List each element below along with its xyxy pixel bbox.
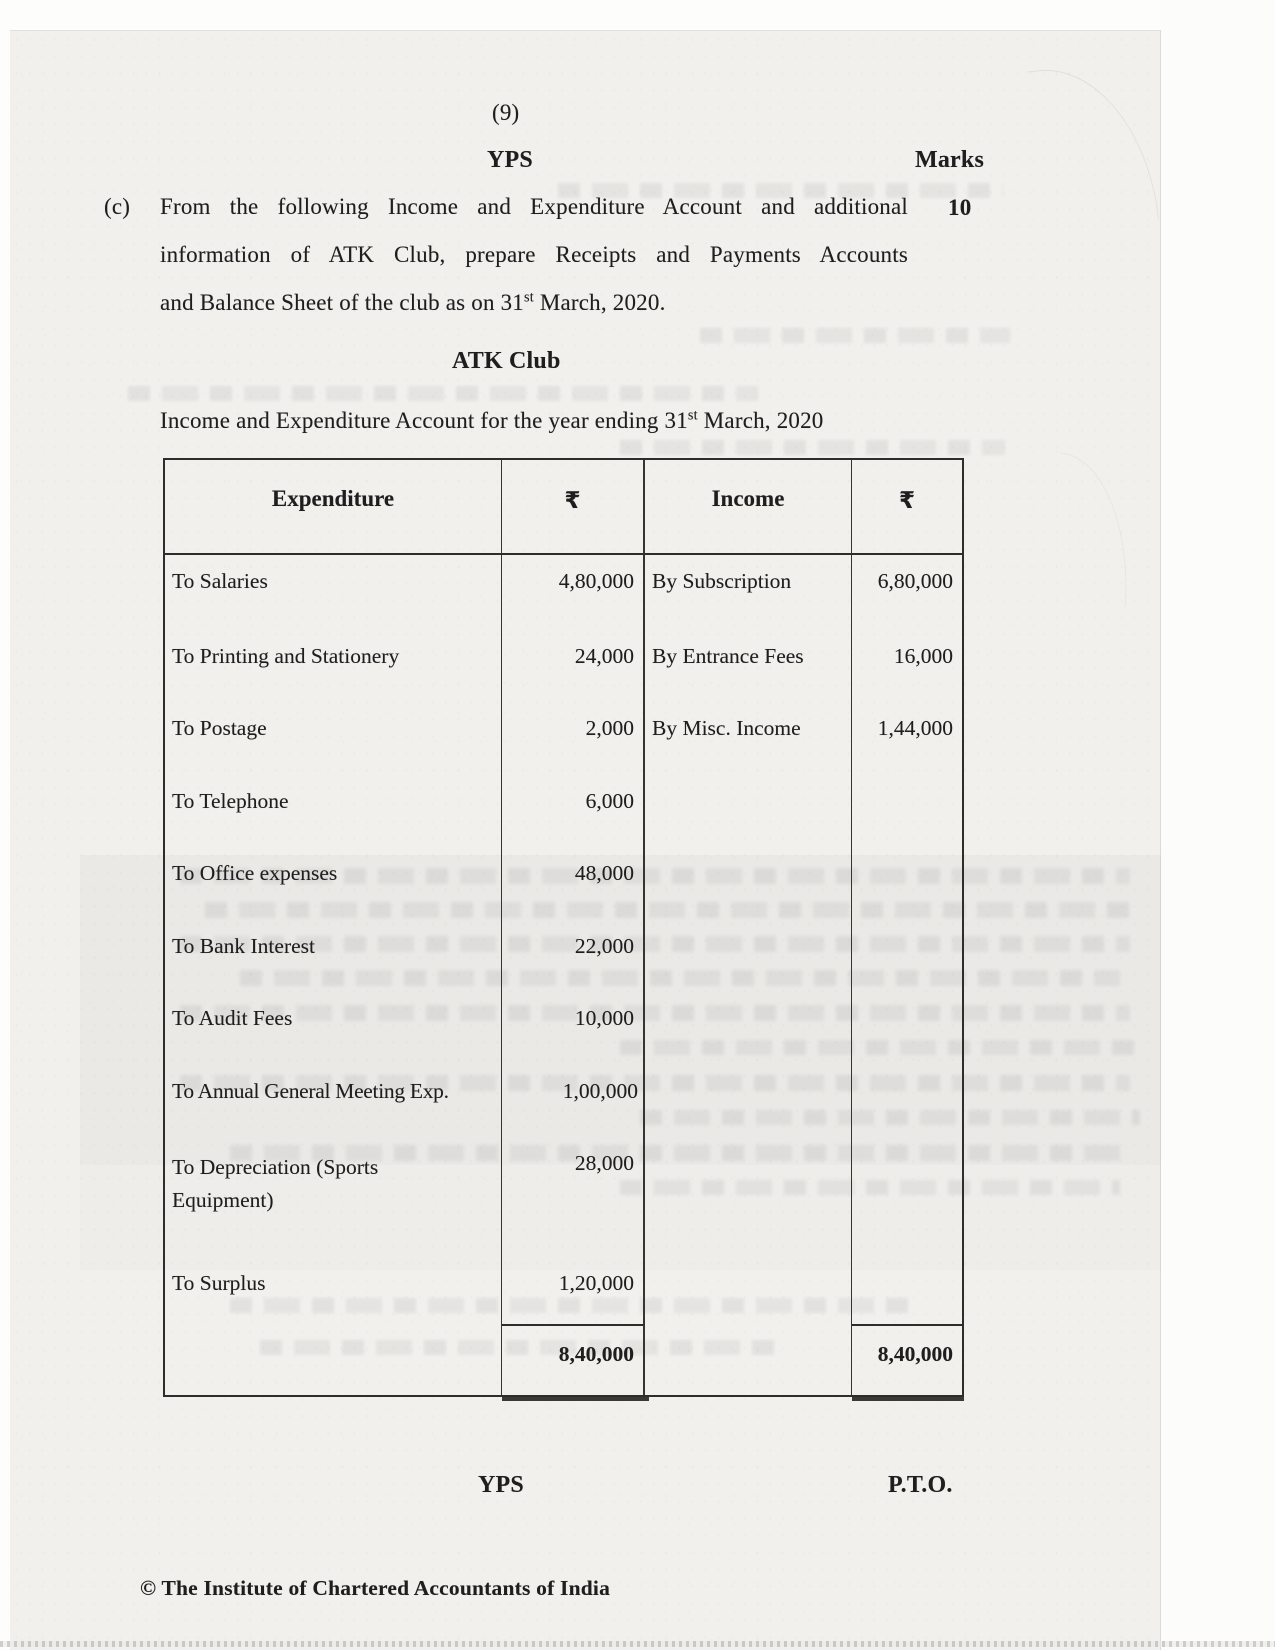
income-amount [852,1137,962,1257]
bleed-through-artifact [128,386,758,401]
footer-paper-code: YPS [478,1472,524,1498]
expenditure-item: To Printing and Stationery [165,630,502,702]
income-amount [852,1257,962,1324]
income-amount [852,1065,962,1137]
income-amount [852,992,962,1065]
question-text-line3: and Balance Sheet of the club as on 31st March, 2020. [160,289,666,315]
expenditure-amount: 48,000 [502,847,645,920]
expenditure-amount: 2,000 [502,702,645,775]
question-text-line1: From the following Income and Expenditure Account and additional [160,194,908,219]
scan-edge-artifact [0,1641,1275,1647]
club-name-heading: ATK Club [452,348,561,374]
question-text-line2: information of ATK Club, prepare Receipts and Payments Accounts [160,242,908,267]
question-marks: 10 [948,195,972,220]
expenditure-item: To Depreciation (Sports Equipment) [165,1137,502,1257]
double-rule-mark [852,1397,964,1401]
page-number: (9) [492,100,520,125]
expenditure-amount: 1,20,000 [502,1257,645,1324]
double-rule-mark [502,1397,649,1401]
income-amount [852,920,962,992]
income-item: By Subscription [645,555,852,630]
income-item [645,847,852,920]
expenditure-amount: 10,000 [502,992,645,1065]
total-income: 8,40,000 [852,1324,962,1395]
statement-title: Income and Expenditure Account for the year ending 31st March, 2020 [160,407,824,433]
income-item [645,1065,852,1137]
expenditure-amount: 22,000 [502,920,645,992]
rupee-symbol-header: ₹ [502,460,645,555]
income-amount: 1,44,000 [877,716,953,740]
expenditure-item: To Annual General Meeting Exp. [165,1065,502,1137]
scan-background [1161,0,1275,1650]
expenditure-amount: 1,00,000 [502,1065,645,1137]
income-expenditure-table [163,458,964,1397]
income-item [645,1137,852,1257]
income-item [645,920,852,992]
total-row-spacer [165,1324,502,1395]
copyright-notice: © The Institute of Chartered Accountants of India [140,1576,611,1600]
expenditure-item: To Office expenses [165,847,502,920]
pto-label: P.T.O. [888,1472,953,1498]
income-amount [852,847,962,920]
income-amount: 6,80,000 [877,569,953,593]
header-paper-code: YPS [487,147,533,173]
total-row-spacer [645,1324,852,1395]
expenditure-item: To Audit Fees [165,992,502,1065]
income-item [645,1257,852,1324]
expenditure-amount: 28,000 [502,1137,645,1257]
expenditure-item: To Postage [165,702,502,775]
income-item: By Entrance Fees [645,630,852,702]
column-header-income: Income [645,460,852,555]
expenditure-amount: 4,80,000 [502,555,645,630]
bleed-through-artifact [620,440,1005,455]
expenditure-item: To Salaries [165,555,502,630]
income-item: By Misc. Income [645,702,852,775]
income-amount: 16,000 [893,644,953,668]
expenditure-amount: 6,000 [502,775,645,847]
total-expenditure: 8,40,000 [502,1324,645,1395]
question-label: (c) [104,194,131,219]
income-item [645,992,852,1065]
income-amount [852,775,962,847]
expenditure-item: To Bank Interest [165,920,502,992]
column-header-expenditure: Expenditure [165,460,502,555]
bleed-through-artifact [700,328,1010,343]
income-item [645,775,852,847]
rupee-symbol-header: ₹ [852,460,962,555]
expenditure-item: To Surplus [165,1257,502,1324]
marks-column-label: Marks [915,147,984,173]
expenditure-amount: 24,000 [502,630,645,702]
expenditure-item: To Telephone [165,775,502,847]
